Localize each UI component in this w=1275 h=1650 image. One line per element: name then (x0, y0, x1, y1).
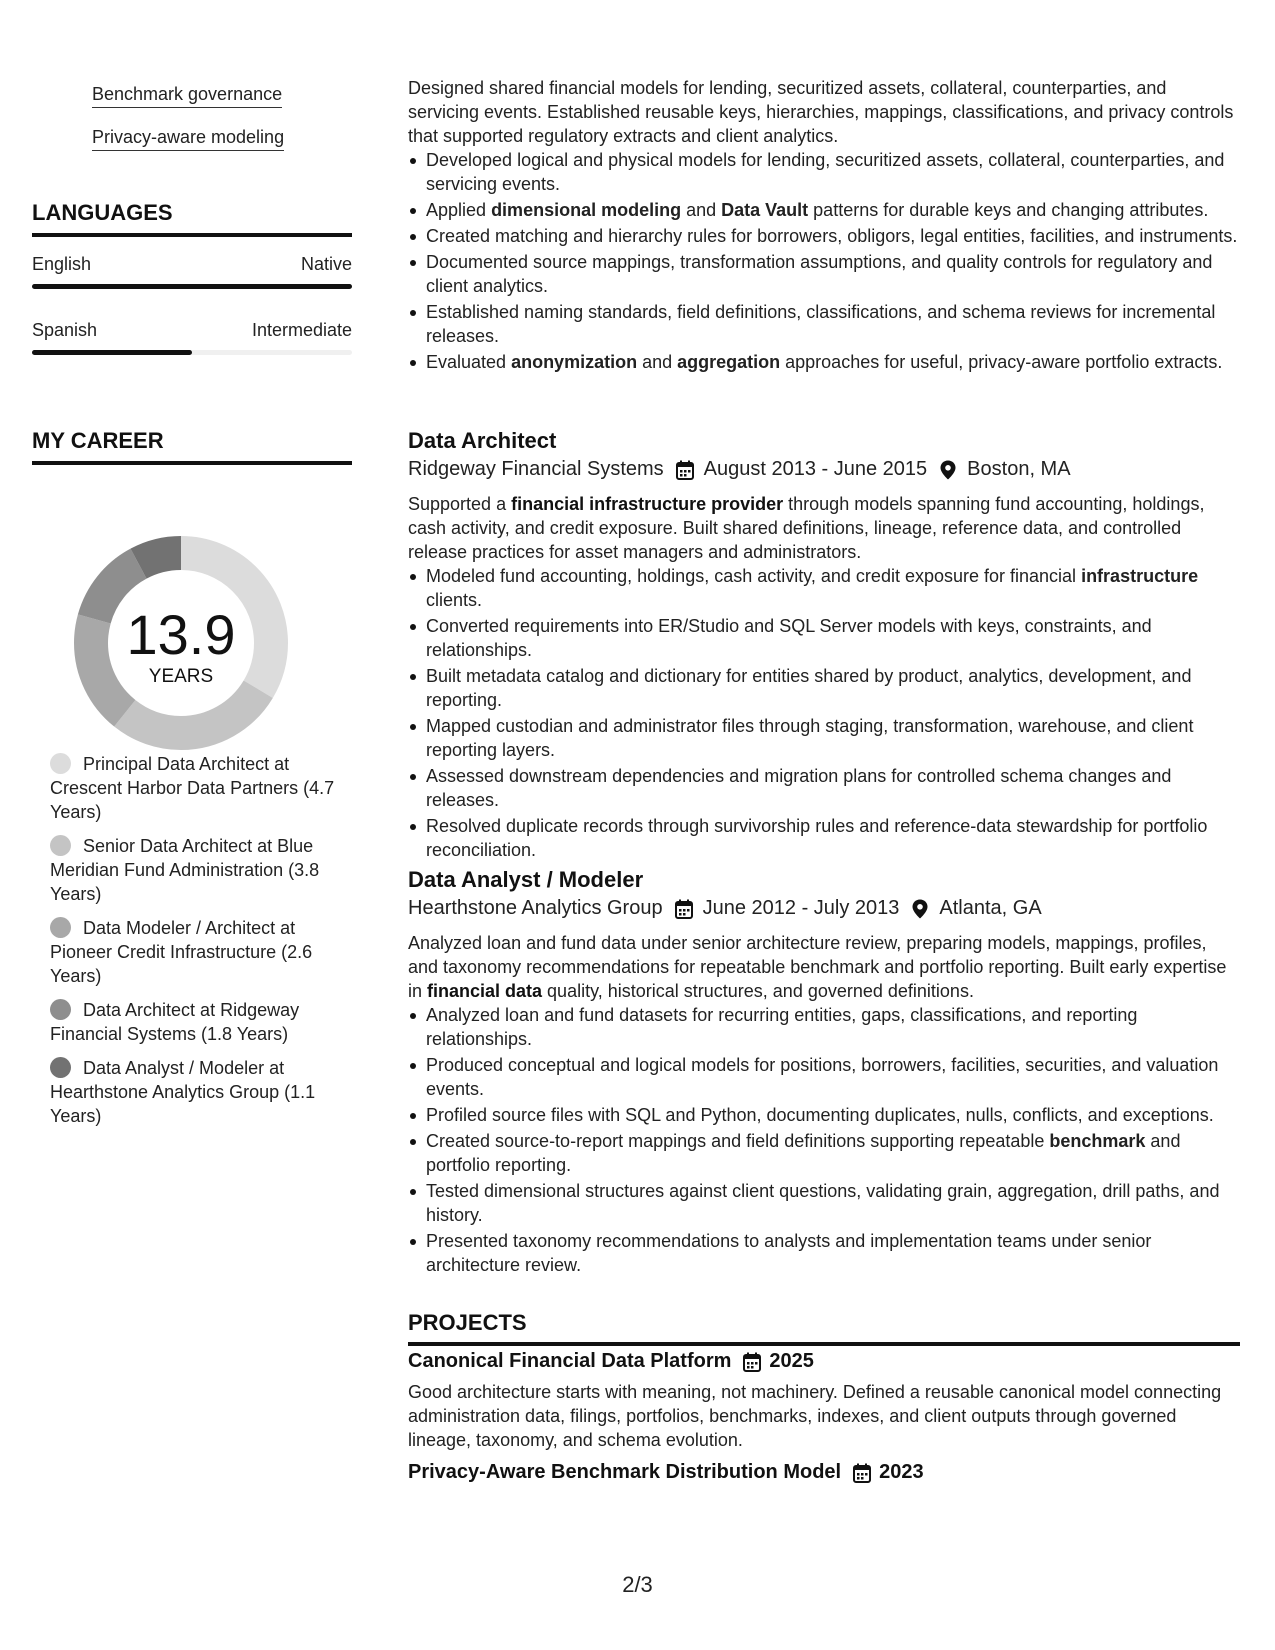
career-total-unit: YEARS (148, 666, 214, 687)
job-company: Ridgeway Financial Systems (408, 458, 664, 480)
legend-dot (50, 835, 71, 856)
job-dates: August 2013 - June 2015 (703, 458, 928, 480)
job-bullets (408, 564, 1240, 864)
job-meta (408, 458, 1071, 481)
bullet-item: Resolved duplicate records through survivorship rules and reference-data stewardship for portfolio reconciliation. (408, 814, 1240, 862)
language-level: Native (300, 254, 352, 274)
experience-bullets (408, 148, 1240, 376)
language-proficiency-bar (32, 350, 352, 355)
bullet-item: Analyzed loan and fund datasets for recurring entities, gaps, classifications, and reporting relationships. (408, 1003, 1240, 1051)
legend-dot (50, 999, 71, 1020)
bullet-item: Profiled source files with SQL and Python, documenting duplicates, nulls, conflicts, and exceptions. (408, 1103, 1240, 1127)
project-title: Privacy-Aware Benchmark Distribution Model (408, 1461, 842, 1483)
career-legend-item (50, 834, 340, 906)
project-title: Canonical Financial Data Platform (408, 1350, 732, 1372)
bullet-item: Applied dimensional modeling and Data Vault patterns for durable keys and changing attributes. (408, 198, 1240, 222)
job-location: Atlanta, GA (939, 897, 1042, 919)
bullet-item: Modeled fund accounting, holdings, cash activity, and credit exposure for financial infrastructure clients. (408, 564, 1240, 612)
bullet-item: Tested dimensional structures against client questions, validating grain, aggregation, drill paths, and history. (408, 1179, 1240, 1227)
project-title-row (408, 1461, 924, 1484)
job-summary: Supported a financial infrastructure provider through models spanning fund accounting, holdings, cash activity, and credit exposure. Built shared definitions, lineage, reference data, and controlled release practices for asset managers and administrators. (408, 494, 1205, 562)
bullet-item: Developed logical and physical models for lending, securitized assets, collateral, counterparties, and servicing events. (408, 148, 1240, 196)
bullet-item: Established naming standards, field definitions, classifications, and schema reviews for incremental releases. (408, 300, 1240, 348)
job-meta (408, 897, 1042, 920)
legend-dot (50, 917, 71, 938)
career-legend-item (50, 998, 340, 1046)
language-name: Spanish (32, 320, 98, 340)
job-company: Hearthstone Analytics Group (408, 897, 663, 919)
bullet-item: Documented source mappings, transformation assumptions, and quality controls for regulatory and client analytics. (408, 250, 1240, 298)
bullet-item: Produced conceptual and logical models for positions, borrowers, facilities, securities, and valuation events. (408, 1053, 1240, 1101)
career-donut-chart (68, 530, 294, 756)
language-proficiency-fill (32, 284, 352, 289)
calendar-icon (853, 1463, 871, 1483)
career-legend-label: Data Architect at Ridgeway Financial Systems (1.8 Years) (50, 1000, 300, 1044)
calendar-icon (743, 1352, 761, 1372)
project-year: 2025 (769, 1350, 814, 1372)
legend-dot (50, 753, 71, 774)
experience-summary: Designed shared financial models for lending, securitized assets, collateral, counterparties, and servicing events. Established reusable keys, hierarchies, mappings, classifications, and privacy controls that supported regulatory extracts and client analytics. (408, 78, 1234, 146)
projects-heading: PROJECTS (408, 1310, 1240, 1346)
job-title: Data Analyst / Modeler (408, 867, 644, 892)
languages-heading: LANGUAGES (32, 200, 352, 237)
project-title-row (408, 1350, 814, 1373)
bullet-item: Created source-to-report mappings and field definitions supporting repeatable benchmark and portfolio reporting. (408, 1129, 1240, 1177)
career-legend-item (50, 1056, 340, 1128)
job-title: Data Architect (408, 428, 557, 453)
career-heading: MY CAREER (32, 428, 352, 465)
career-legend-item (50, 916, 340, 988)
job-dates: June 2012 - July 2013 (702, 897, 900, 919)
language-proficiency-fill (32, 350, 192, 355)
job-summary: Analyzed loan and fund data under senior architecture review, preparing models, mappings, profiles, and taxonomy recommendations for repeatable benchmark and portfolio reporting. Built early expertise in financial data quality, historical structures, and governed definitions. (408, 933, 1227, 1001)
bullet-item: Presented taxonomy recommendations to analysts and implementation teams under senior architecture review. (408, 1229, 1240, 1277)
skill-tag: Privacy-aware modeling (92, 127, 284, 151)
project-description: Good architecture starts with meaning, not machinery. Defined a reusable canonical model connecting administration data, filings, portfolios, benchmarks, indexes, and client outputs through governed lineage, taxonomy, and schema evolution. (408, 1382, 1222, 1450)
bullet-item: Converted requirements into ER/Studio and SQL Server models with keys, constraints, and relationships. (408, 614, 1240, 662)
page-number: 2/3 (622, 1572, 653, 1597)
map-pin-icon (939, 460, 957, 480)
project-year: 2023 (879, 1461, 924, 1483)
bullet-item: Evaluated anonymization and aggregation approaches for useful, privacy-aware portfolio extracts. (408, 350, 1240, 374)
bullet-item: Created matching and hierarchy rules for borrowers, obligors, legal entities, facilities, and instruments. (408, 224, 1240, 248)
calendar-icon (675, 899, 693, 919)
map-pin-icon (911, 899, 929, 919)
legend-dot (50, 1057, 71, 1078)
skill-tag: Benchmark governance (92, 84, 282, 108)
bullet-item: Built metadata catalog and dictionary for entities shared by product, analytics, development, and reporting. (408, 664, 1240, 712)
career-total-years: 13.9 (126, 603, 236, 666)
bullet-item: Mapped custodian and administrator files through staging, transformation, warehouse, and client reporting layers. (408, 714, 1240, 762)
job-location: Boston, MA (967, 458, 1071, 480)
language-level: Intermediate (251, 320, 352, 340)
career-legend-label: Data Analyst / Modeler at Hearthstone Analytics Group (1.1 Years) (50, 1058, 316, 1126)
career-legend-label: Data Modeler / Architect at Pioneer Credit Infrastructure (2.6 Years) (50, 918, 313, 986)
language-name: English (32, 254, 92, 274)
career-legend-label: Principal Data Architect at Crescent Harbor Data Partners (4.7 Years) (50, 754, 335, 822)
job-bullets (408, 1003, 1240, 1279)
career-legend-item (50, 752, 340, 824)
bullet-item: Assessed downstream dependencies and migration plans for controlled schema changes and releases. (408, 764, 1240, 812)
calendar-icon (676, 460, 694, 480)
career-legend-label: Senior Data Architect at Blue Meridian Fund Administration (3.8 Years) (50, 836, 320, 904)
language-proficiency-bar (32, 284, 352, 289)
